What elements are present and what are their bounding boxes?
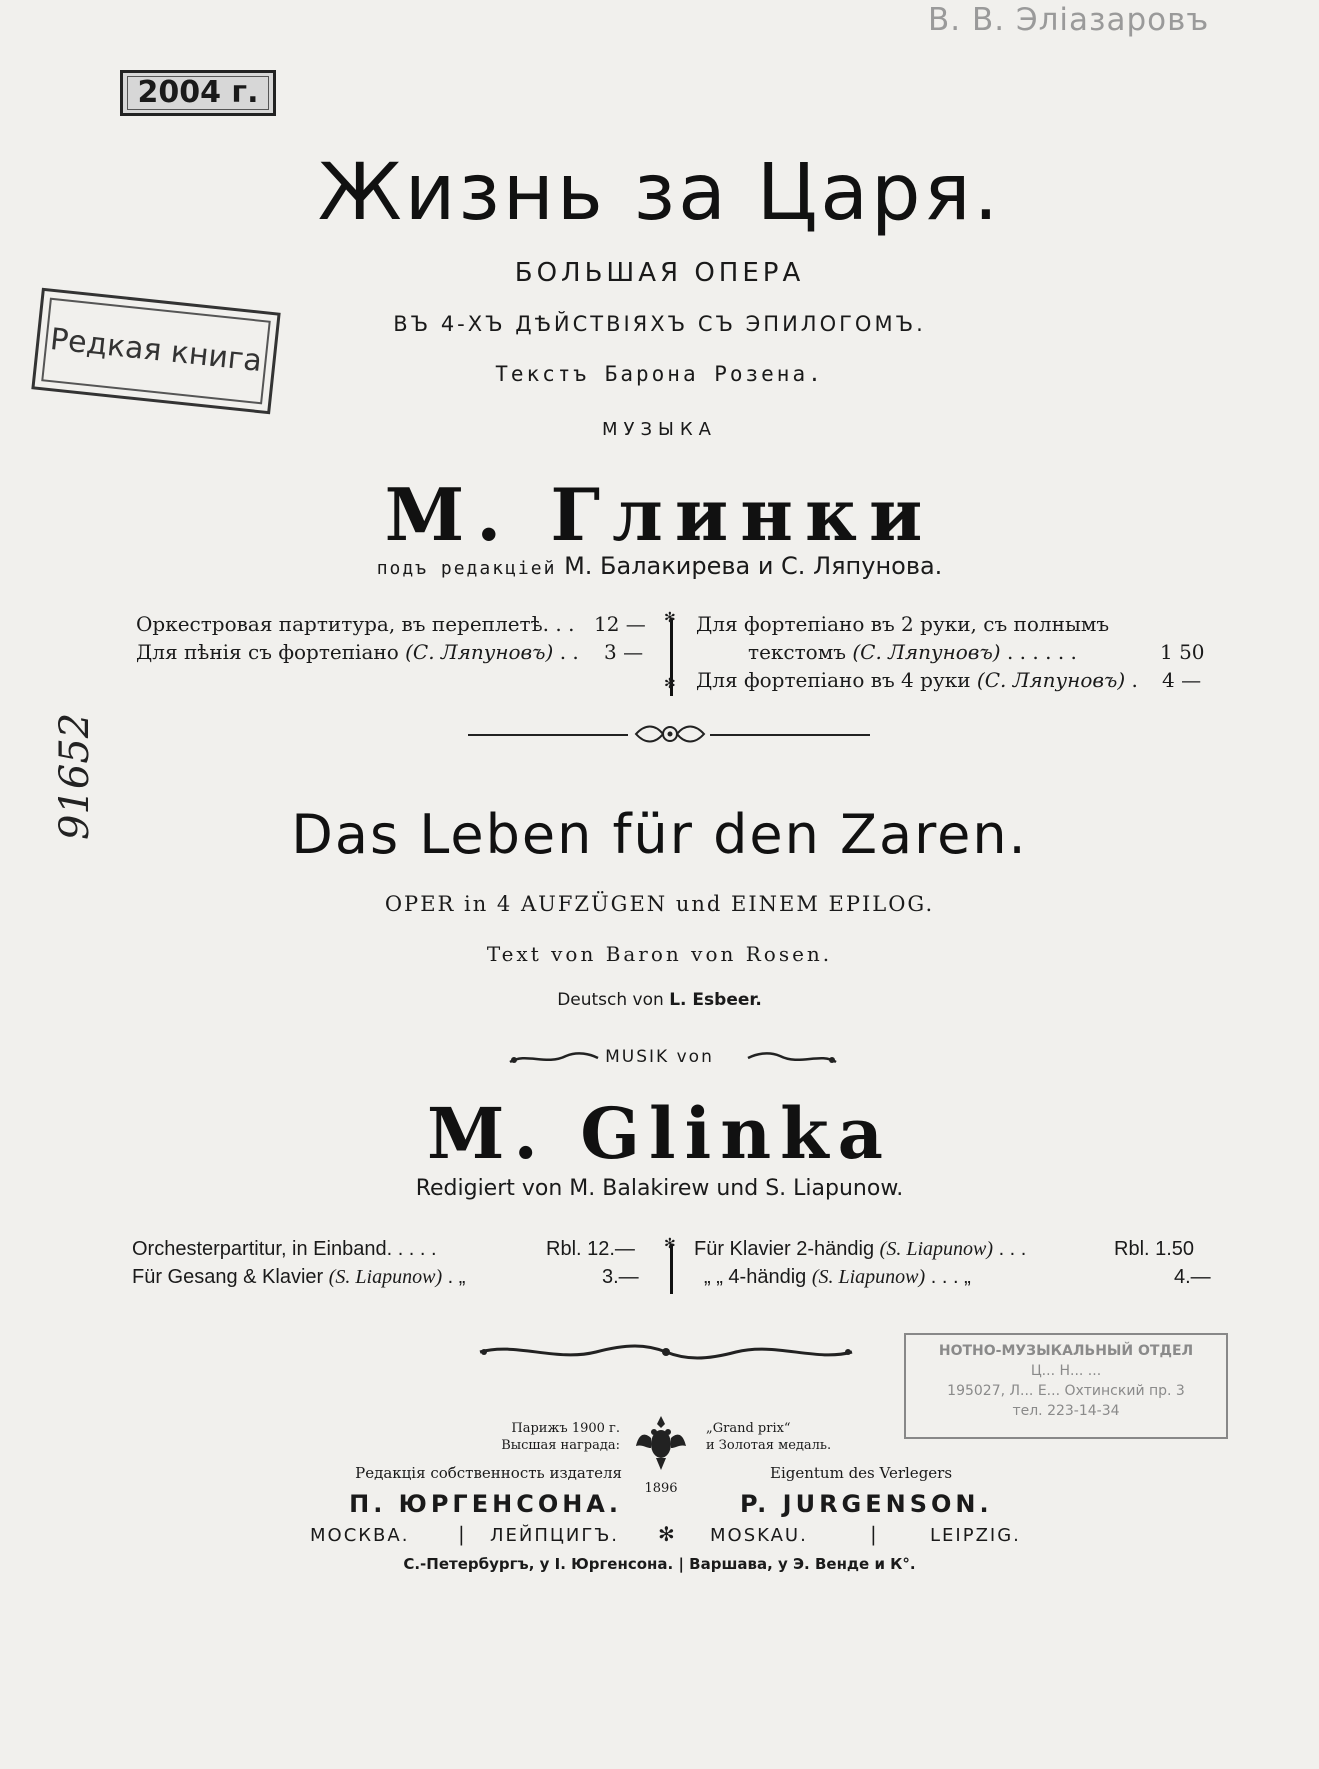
owner-stamp: В. В. Эліазаровъ [928, 2, 1210, 38]
publisher-branches: С.-Петербургъ, у І. Юргенсона. | Варшава, у Э. Венде и К°. [403, 1555, 916, 1573]
de-price-text: Orchesterpartitur, in Einband. . . . . [132, 1238, 437, 1260]
de-price-text: Für Gesang & Klavier [132, 1266, 324, 1288]
floral-ornament-icon [630, 718, 710, 750]
publisher-name-ru: П. ЮРГЕНСОНА. [349, 1490, 622, 1518]
ru-price-editor: (С. Ляпуновъ) [852, 640, 1001, 664]
ru-price-dots: . . . . . . [1006, 640, 1077, 664]
ru-price-editor: (С. Ляпуновъ) [405, 640, 554, 664]
russian-title: Жизнь за Царя. [317, 148, 1002, 238]
music-department-stamp [904, 1333, 1228, 1439]
city-moscow-ru: МОСКВА. [310, 1525, 410, 1546]
russian-composer: М. Глинки [384, 472, 935, 557]
city-separator-ornament-icon: ✻ [658, 1522, 675, 1546]
ru-price-dots: . [1131, 668, 1138, 692]
de-price-value: Rbl. 1.50 [1114, 1238, 1195, 1260]
german-music-label: MUSIK von [605, 1047, 714, 1067]
german-translator-lead: Deutsch von [557, 990, 664, 1010]
award-left-line2: Высшая награда: [501, 1438, 620, 1453]
de-price-text: Für Klavier 2-händig [694, 1238, 875, 1260]
de-price-editor: (S. Liapunow) [328, 1266, 443, 1288]
de-price-value: 3.— [602, 1266, 639, 1288]
russian-editors [0, 552, 1319, 580]
de-price-dots: . . . „ [930, 1266, 971, 1288]
de-price-row [694, 1238, 1195, 1261]
ru-price-row [136, 612, 646, 636]
german-composer: M. Glinka [427, 1092, 892, 1175]
german-translator-name: L. Esbeer. [669, 990, 762, 1010]
award-right-line2: и Золотая медаль. [706, 1438, 832, 1453]
de-price-text: „ „ 4-händig [704, 1266, 807, 1288]
de-price-value: 4.— [1174, 1266, 1211, 1288]
bottom-ornament-icon [476, 1340, 856, 1364]
de-price-row [132, 1266, 639, 1289]
de-price-dots: . . . [998, 1238, 1027, 1260]
city-leipzig-ru: ЛЕЙПЦИГЪ. [490, 1525, 620, 1546]
ru-price-row [696, 668, 1202, 692]
russian-editor-lead: подъ редакціей [376, 558, 557, 579]
russian-librettist: Текстъ Барона Розена. [495, 362, 824, 386]
ru-price-row [136, 640, 644, 664]
property-ru: Редакція собственность издателя [355, 1464, 622, 1482]
ru-price-value: 1 50 [1160, 640, 1205, 664]
ru-price-value: 3 — [604, 640, 644, 664]
de-price-row [704, 1266, 1211, 1289]
dept-stamp-address: 195027, Л... Е... Охтинский пр. 3 [947, 1383, 1185, 1399]
imperial-eagle-icon [634, 1412, 688, 1476]
inventory-number: 91652 [52, 712, 98, 840]
german-librettist: Text von Baron von Rosen. [486, 942, 833, 966]
de-price-row [132, 1238, 635, 1261]
german-editors: Redigiert von M. Balakirew und S. Liapunow. [415, 1176, 904, 1201]
ru-price-text: Оркестровая партитура, въ переплетѣ. . . [136, 612, 575, 636]
divider-ornament-icon: ✻ [664, 1236, 676, 1252]
german-title: Das Leben für den Zaren. [291, 803, 1028, 866]
ru-price-value: 4 — [1162, 668, 1202, 692]
de-price-editor: (S. Liapunow) [879, 1238, 993, 1260]
ornament-rule-right [710, 734, 870, 736]
ru-price-text: Для пѣнія съ фортепіано [136, 640, 399, 664]
ru-price-dots: . . [559, 640, 579, 664]
city-moscow-de: MOSKAU. [710, 1525, 808, 1546]
rare-book-stamp-text: Редкая книга [48, 321, 264, 380]
ornament-rule-left [468, 734, 628, 736]
award-left-line1: Парижъ 1900 г. [511, 1421, 620, 1436]
ru-price-row [748, 640, 1205, 664]
publisher-year: 1896 [644, 1481, 678, 1496]
russian-editor-names: М. Балакирева и С. Ляпунова. [564, 552, 943, 580]
russian-subtitle-genre: БОЛЬШАЯ ОПЕРА [514, 258, 805, 288]
german-translator [0, 990, 1319, 1010]
dept-stamp-phone: тел. 223-14-34 [1012, 1403, 1120, 1419]
de-price-editor: (S. Liapunow) [811, 1266, 926, 1288]
divider-ornament-icon: ✻ [664, 610, 676, 626]
divider-ornament-icon: ✻ [664, 676, 676, 692]
year-stamp [120, 70, 276, 116]
ru-price-editor: (С. Ляпуновъ) [976, 668, 1126, 692]
dept-stamp-line: Ц... Н... ... [1030, 1363, 1102, 1379]
ru-price-text: Для фортепіано въ 4 руки [696, 668, 971, 692]
city-separator: | [870, 1522, 877, 1546]
de-price-value: Rbl. 12.— [546, 1238, 635, 1260]
publisher-name-de: P. JURGENSON. [740, 1490, 993, 1518]
ru-price-row [696, 612, 1109, 636]
award-right [706, 1420, 866, 1454]
russian-music-label: МУЗЫКА [601, 419, 717, 440]
rare-book-stamp [31, 288, 280, 415]
property-de: Eigentum des Verlegers [770, 1464, 953, 1482]
city-separator: | [458, 1522, 465, 1546]
year-stamp-text: 2004 г. [137, 75, 259, 110]
ru-price-text: текстомъ [748, 640, 846, 664]
ru-price-value: 12 — [594, 612, 646, 636]
ru-price-text: Для фортепіано въ 2 руки, съ полнымъ [696, 612, 1110, 636]
russian-subtitle-acts: ВЪ 4-ХЪ ДѢЙСТВІЯХЪ СЪ ЭПИЛОГОМЪ. [393, 312, 926, 336]
award-right-line1: „Grand prix“ [706, 1421, 791, 1436]
flourish-right-icon [744, 1048, 840, 1068]
dept-stamp-title: НОТНО-МУЗЫКАЛЬНЫЙ ОТДЕЛ [938, 1343, 1194, 1359]
award-left [470, 1420, 620, 1454]
de-price-dots: . „ [447, 1266, 466, 1288]
german-subtitle: OPER in 4 AUFZÜGEN und EINEM EPILOG. [384, 892, 935, 916]
city-leipzig-de: LEIPZIG. [930, 1525, 1021, 1546]
